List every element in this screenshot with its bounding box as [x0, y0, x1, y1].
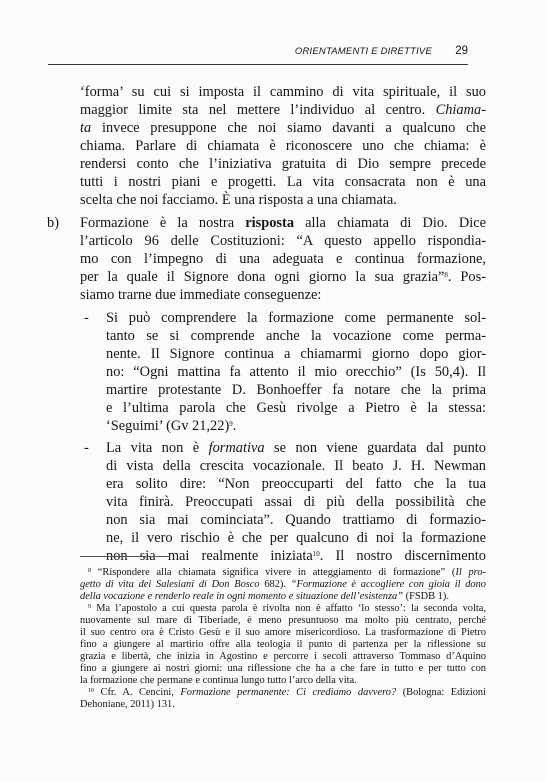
body-line: l’articolo 96 delle Costituzioni: “A questo appello rispondia- [80, 233, 486, 249]
footnote-line: fino a giungere ai nostri giorni: una riflessione che ha a che fare in tutto e per tutto con [80, 663, 486, 674]
body-line: Formazione è la nostra risposta alla chiamata di Dio. Dice [80, 215, 486, 231]
page-header [48, 46, 468, 65]
body-line: mo con l’impegno di una adeguata e continua formazione, [80, 251, 486, 267]
body-line: Si può comprendere la formazione come permanente sol- [106, 310, 486, 326]
footnote-line: della vocazione e renderlo reale in ogni momento e situazione dell’esistenza” (FSDB 1). [80, 591, 449, 602]
footnote-line: nuovamente sul mare di Tiberiade, è meno presuntuoso ma molto più centrato, perché [80, 615, 486, 626]
page-number: 29 [455, 45, 468, 57]
body-line: rendersi conto che l’iniziativa gratuita di Dio sempre precede [80, 156, 486, 172]
footnote-line: grazia e libertà, che inizia in Agostino e percorre i secoli attraverso Tommaso d’Aquino [80, 651, 486, 662]
body-line: ‘forma’ su cui si imposta il cammino di vita spirituale, il suo [80, 84, 486, 100]
body-line: chiama. Parlare di chiamata è riconoscere uno che chiama: è [80, 138, 486, 154]
footnote-line: la formazione che permane e continua lungo tutto l’arco della vita. [80, 675, 357, 686]
running-title: ORIENTAMENTI E DIRETTIVE [294, 46, 432, 57]
body-line: martire protestante D. Bonhoeffer fa notare che la prima [106, 382, 486, 398]
body-line: tanto se si comprende anche la vocazione come perma- [106, 328, 486, 344]
footnote-line: getto di vita dei Salesiani di Don Bosco 682). “Formazione è accogliere con gioia il dono [80, 579, 486, 590]
body-line: ne, il vero rischio è che per qualcuno di noi la formazione [106, 530, 486, 546]
body-line: tutti i nostri piani e progetti. La vita consacrata non è una [80, 174, 486, 190]
body-line: ‘Seguimi’ (Gv 21,22)$^9$. [106, 418, 237, 434]
body-line: siamo trarne due immediate conseguenze: [80, 287, 322, 303]
bullet-dash: - [84, 440, 89, 456]
list-marker-b: b) [47, 215, 59, 231]
body-line: per la quale il Signore dona ogni giorno la sua grazia”$^8$. Pos- [80, 269, 486, 285]
footnote-line: $^9$ Ma l’apostolo a cui questa parola è rivolta non è affatto ‘lo stesso’: la seconda volta, [88, 603, 486, 614]
body-line: no: “Ogni mattina fa attento il mio orecchio” (Is 50,4). Il [106, 364, 486, 380]
bullet-dash: - [84, 310, 89, 326]
body-line: non sia mai realmente iniziata$^{10}$. Il nostro discernimento [106, 548, 486, 564]
body-line: era solito dire: “Non preoccuparti del fatto che la tua [106, 476, 486, 492]
footnote-line: fino a giungere al martirio offre alla teologia il punto di partenza per la riflessione su [80, 639, 486, 650]
footnote-rule [80, 556, 170, 557]
body-line: ta invece presuppone che noi siamo davanti a qualcuno che [80, 120, 486, 136]
body-line: di vista della crescita vocazionale. Il beato J. H. Newman [106, 458, 486, 474]
footnote-line: Dehoniane, 2011) 131. [80, 699, 175, 710]
body-line: vita finirà. Preoccupati assai di più della possibilità che [106, 494, 486, 510]
body-line: scelta che noi facciamo. È una risposta a una chiamata. [80, 192, 397, 208]
body-line: e l’ultima parola che Gesù rivolge a Pietro è la stessa: [106, 400, 486, 416]
footnote-line: il suo centro ora è Cristo Gesù e il suo amore misericordioso. La trasformazione di Pietro [80, 627, 486, 638]
footnote-line: $^{10}$ Cfr. A. Cencini, Formazione permanente: Ci crediamo davvero? (Bologna: Edizioni [88, 687, 486, 698]
body-line: non sia mai cominciata”. Quando trattiamo di formazio- [106, 512, 486, 528]
footnote-line: $^8$ “Rispondere alla chiamata significa vivere in atteggiamento di formazione” (Il pro- [88, 567, 486, 578]
body-line: La vita non è formativa se non viene guardata dal punto [106, 440, 486, 456]
body-line: maggior limite sta nel mettere l’individuo al centro. Chiama- [80, 102, 486, 118]
body-line: nente. Il Signore continua a chiamarmi giorno dopo gior- [106, 346, 486, 362]
